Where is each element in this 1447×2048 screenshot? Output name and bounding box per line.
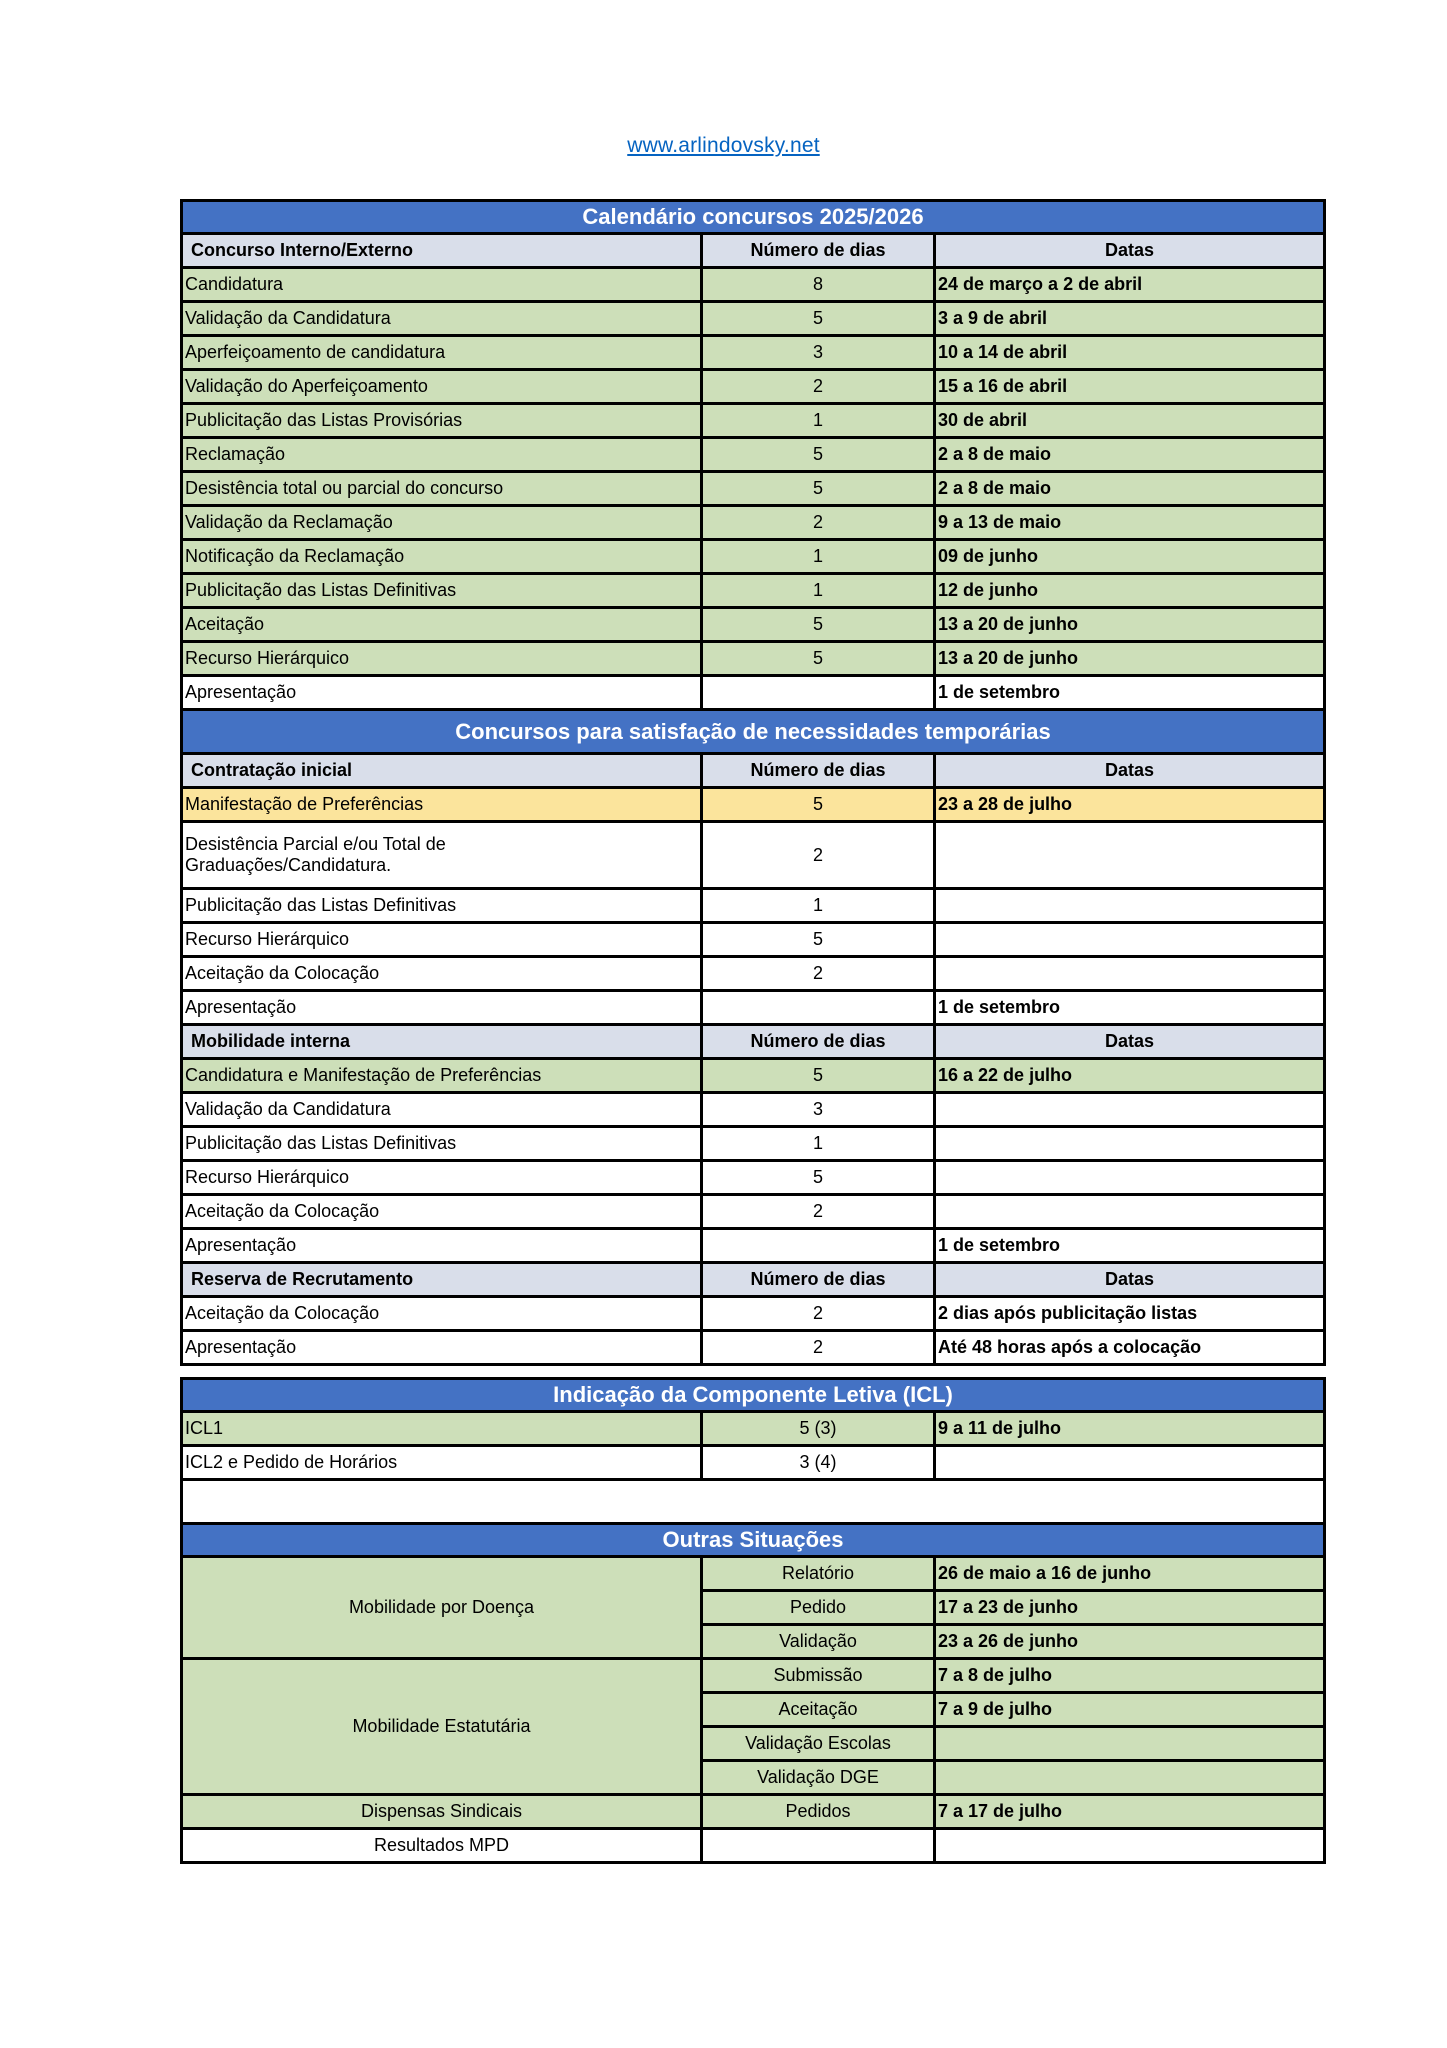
cell-dates: 7 a 8 de julho [935,1659,1325,1693]
cell-label: Aceitação da Colocação [182,1195,702,1229]
cell-label: Aceitação [182,608,702,642]
cell-dates: 17 a 23 de junho [935,1591,1325,1625]
cell-days: 2 [702,1331,935,1365]
cell-days: 3 [702,336,935,370]
table-row [182,1524,1325,1557]
cell-sublabel: Validação [702,1625,935,1659]
table-row [182,540,1325,574]
section-band-title: Concursos para satisfação de necessidades temporárias [182,710,1325,754]
table-row [182,676,1325,710]
cell-days: 3 (4) [702,1446,935,1480]
cell-dates: 09 de junho [935,540,1325,574]
cell-dates [935,957,1325,991]
empty-row [182,1480,1325,1524]
cell-label: ICL2 e Pedido de Horários [182,1446,702,1480]
cell-days: 3 [702,1093,935,1127]
col-header-reserva: Reserva de Recrutamento [182,1263,702,1297]
cell-days: 1 [702,889,935,923]
cell-sublabel: Submissão [702,1659,935,1693]
col-header-datas: Datas [935,1263,1325,1297]
cell-dates: 15 a 16 de abril [935,370,1325,404]
cell-dates [935,1161,1325,1195]
cell-label: Validação do Aperfeiçoamento [182,370,702,404]
cell-label: Reclamação [182,438,702,472]
cell-sublabel [702,1829,935,1863]
cell-label: Apresentação [182,1331,702,1365]
group-label: Mobilidade Estatutária [182,1659,702,1795]
table-row [182,370,1325,404]
cell-days: 2 [702,957,935,991]
table-row [182,302,1325,336]
cell-days: 5 [702,642,935,676]
cell-days: 5 [702,788,935,822]
cell-days: 2 [702,1297,935,1331]
table-row [182,1161,1325,1195]
cell-dates: 24 de março a 2 de abril [935,268,1325,302]
table-row [182,991,1325,1025]
cell-label: Candidatura [182,268,702,302]
cell-dates [935,889,1325,923]
cell-dates: 2 a 8 de maio [935,472,1325,506]
cell-label: Validação da Reclamação [182,506,702,540]
cell-dates [935,923,1325,957]
calendar-table [180,199,1326,1366]
table-row [182,642,1325,676]
cell-label: Aceitação da Colocação [182,1297,702,1331]
cell-dates [935,1446,1325,1480]
cell-label: Publicitação das Listas Definitivas [182,1127,702,1161]
cell-dates: 12 de junho [935,574,1325,608]
col-header-datas: Datas [935,1025,1325,1059]
cell-label: Aperfeiçoamento de candidatura [182,336,702,370]
cell-dates: 23 a 28 de julho [935,788,1325,822]
table-row [182,201,1325,234]
col-header-contratacao: Contratação inicial [182,754,702,788]
cell-dates: 1 de setembro [935,676,1325,710]
table-row [182,822,1325,889]
cell-label-line1: Desistência Parcial e/ou Total de [185,834,446,855]
cell-dates [935,1829,1325,1863]
table-row [182,268,1325,302]
cell-days: 2 [702,370,935,404]
table-row [182,506,1325,540]
cell-dates [935,1761,1325,1795]
cell-days [702,676,935,710]
cell-label: Apresentação [182,991,702,1025]
table-row [182,1795,1325,1829]
cell-label: Publicitação das Listas Provisórias [182,404,702,438]
cell-days: 5 [702,923,935,957]
col-header-datas: Datas [935,754,1325,788]
cell-dates: 9 a 13 de maio [935,506,1325,540]
table-row [182,1829,1325,1863]
col-header-datas: Datas [935,234,1325,268]
cell-sublabel: Validação Escolas [702,1727,935,1761]
table-row [182,1331,1325,1365]
cell-days [702,1229,935,1263]
cell-label [182,822,702,889]
cell-days: 5 (3) [702,1412,935,1446]
cell-label: Publicitação das Listas Definitivas [182,889,702,923]
col-header-concurso: Concurso Interno/Externo [182,234,702,268]
table-row [182,336,1325,370]
cell-sublabel: Pedidos [702,1795,935,1829]
cell-dates: 23 a 26 de junho [935,1625,1325,1659]
table-row [182,1195,1325,1229]
table-row [182,472,1325,506]
table-row [182,1127,1325,1161]
cell-dates: Até 48 horas após a colocação [935,1331,1325,1365]
cell-days: 2 [702,822,935,889]
outras-title: Outras Situações [182,1524,1325,1557]
cell-dates: 16 a 22 de julho [935,1059,1325,1093]
cell-dates [935,1195,1325,1229]
cell-days: 5 [702,1161,935,1195]
table1-title: Calendário concursos 2025/2026 [182,201,1325,234]
cell-days: 8 [702,268,935,302]
table-row [182,1480,1325,1524]
cell-dates: 2 a 8 de maio [935,438,1325,472]
cell-label: Recurso Hierárquico [182,642,702,676]
table-row [182,889,1325,923]
table-row [182,1059,1325,1093]
cell-days: 2 [702,506,935,540]
cell-days: 1 [702,1127,935,1161]
table-row [182,957,1325,991]
cell-label: Apresentação [182,1229,702,1263]
table-row [182,1446,1325,1480]
cell-days: 2 [702,1195,935,1229]
cell-label: Manifestação de Preferências [182,788,702,822]
table-row [182,1093,1325,1127]
col-header-mobilidade-interna: Mobilidade interna [182,1025,702,1059]
cell-days: 5 [702,1059,935,1093]
cell-label: Apresentação [182,676,702,710]
cell-dates: 1 de setembro [935,991,1325,1025]
cell-days: 1 [702,404,935,438]
cell-dates [935,1127,1325,1161]
table-row [182,1025,1325,1059]
table-row [182,1557,1325,1591]
cell-dates: 26 de maio a 16 de junho [935,1557,1325,1591]
table-row [182,234,1325,268]
cell-days: 1 [702,574,935,608]
group-label: Resultados MPD [182,1829,702,1863]
cell-label: Recurso Hierárquico [182,923,702,957]
cell-label: Notificação da Reclamação [182,540,702,574]
cell-label: Validação da Candidatura [182,302,702,336]
cell-label: Recurso Hierárquico [182,1161,702,1195]
table-row [182,1229,1325,1263]
cell-dates [935,822,1325,889]
table-row [182,608,1325,642]
cell-sublabel: Relatório [702,1557,935,1591]
cell-label: Aceitação da Colocação [182,957,702,991]
cell-label: Desistência total ou parcial do concurso [182,472,702,506]
table-row [182,574,1325,608]
table-row [182,1412,1325,1446]
cell-dates: 1 de setembro [935,1229,1325,1263]
cell-dates: 3 a 9 de abril [935,302,1325,336]
cell-dates: 7 a 9 de julho [935,1693,1325,1727]
cell-label: Candidatura e Manifestação de Preferências [182,1059,702,1093]
cell-label: ICL1 [182,1412,702,1446]
table-row [182,404,1325,438]
cell-sublabel: Aceitação [702,1693,935,1727]
table-row [182,438,1325,472]
table-row [182,923,1325,957]
group-label: Mobilidade por Doença [182,1557,702,1659]
col-header-dias: Número de dias [702,234,935,268]
cell-dates: 13 a 20 de junho [935,642,1325,676]
group-label: Dispensas Sindicais [182,1795,702,1829]
cell-label-line2: Graduações/Candidatura. [185,855,392,875]
cell-label: Validação da Candidatura [182,1093,702,1127]
table-row [182,1379,1325,1412]
cell-days [702,991,935,1025]
icl-title: Indicação da Componente Letiva (ICL) [182,1379,1325,1412]
cell-dates: 2 dias após publicitação listas [935,1297,1325,1331]
col-header-dias: Número de dias [702,754,935,788]
table-row [182,1659,1325,1693]
cell-dates [935,1093,1325,1127]
cell-days: 5 [702,302,935,336]
table-row [182,710,1325,754]
table-row [182,788,1325,822]
table-row [182,1297,1325,1331]
cell-sublabel: Pedido [702,1591,935,1625]
cell-days: 5 [702,472,935,506]
cell-sublabel: Validação DGE [702,1761,935,1795]
site-link[interactable]: www.arlindovsky.net [627,134,820,157]
cell-dates: 7 a 17 de julho [935,1795,1325,1829]
cell-label: Publicitação das Listas Definitivas [182,574,702,608]
cell-dates: 30 de abril [935,404,1325,438]
table-row [182,754,1325,788]
icl-outras-table [180,1377,1326,1864]
col-header-dias: Número de dias [702,1025,935,1059]
table-row [182,1263,1325,1297]
cell-dates: 13 a 20 de junho [935,608,1325,642]
cell-dates [935,1727,1325,1761]
cell-days: 5 [702,438,935,472]
cell-days: 1 [702,540,935,574]
cell-dates: 10 a 14 de abril [935,336,1325,370]
cell-days: 5 [702,608,935,642]
col-header-dias: Número de dias [702,1263,935,1297]
cell-dates: 9 a 11 de julho [935,1412,1325,1446]
